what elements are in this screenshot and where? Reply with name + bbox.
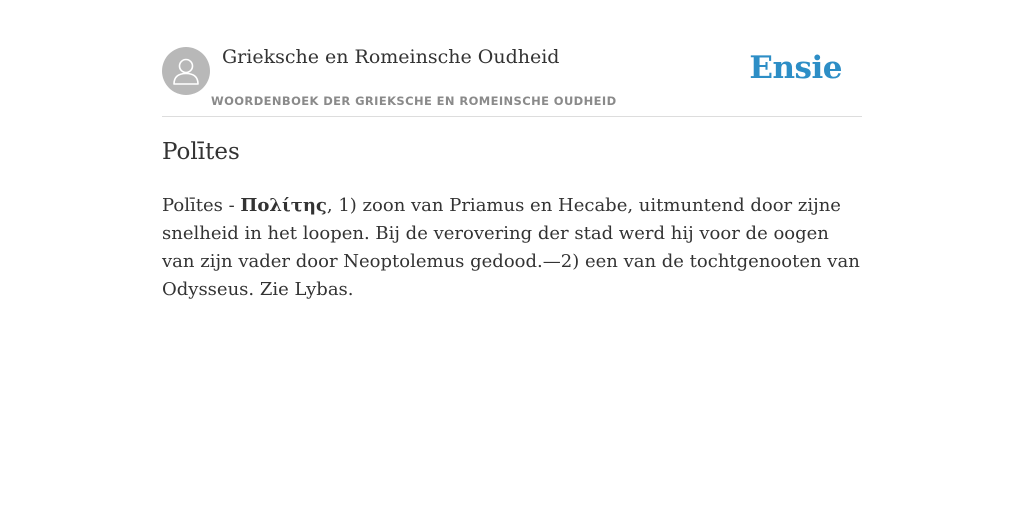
- user-icon: [172, 56, 200, 86]
- dictionary-subtitle[interactable]: WOORDENBOEK DER GRIEKSCHE EN ROMEINSCHE OUDHEID: [211, 94, 617, 108]
- entry-definition: [162, 192, 867, 304]
- entry-term: Polītes: [162, 195, 223, 216]
- greek-term: Πολίτης: [240, 195, 327, 216]
- page-header: [162, 0, 862, 117]
- ensie-logo[interactable]: Ensie: [749, 50, 842, 86]
- author-name[interactable]: Grieksche en Romeinsche Oudheid: [222, 46, 560, 68]
- term-separator: -: [222, 195, 241, 216]
- author-avatar[interactable]: [162, 47, 210, 95]
- definition-text: , 1) zoon van Priamus en Hecabe, uitmuntend door zijne snelheid in het loopen. Bij de verovering der stad werd hij voor de oogen van zijn vader door Neoptolemus gedood.—2) een van de tochtgenooten van Odysseus. Zie Lybas.: [162, 195, 860, 300]
- entry-title: Polītes: [162, 139, 240, 165]
